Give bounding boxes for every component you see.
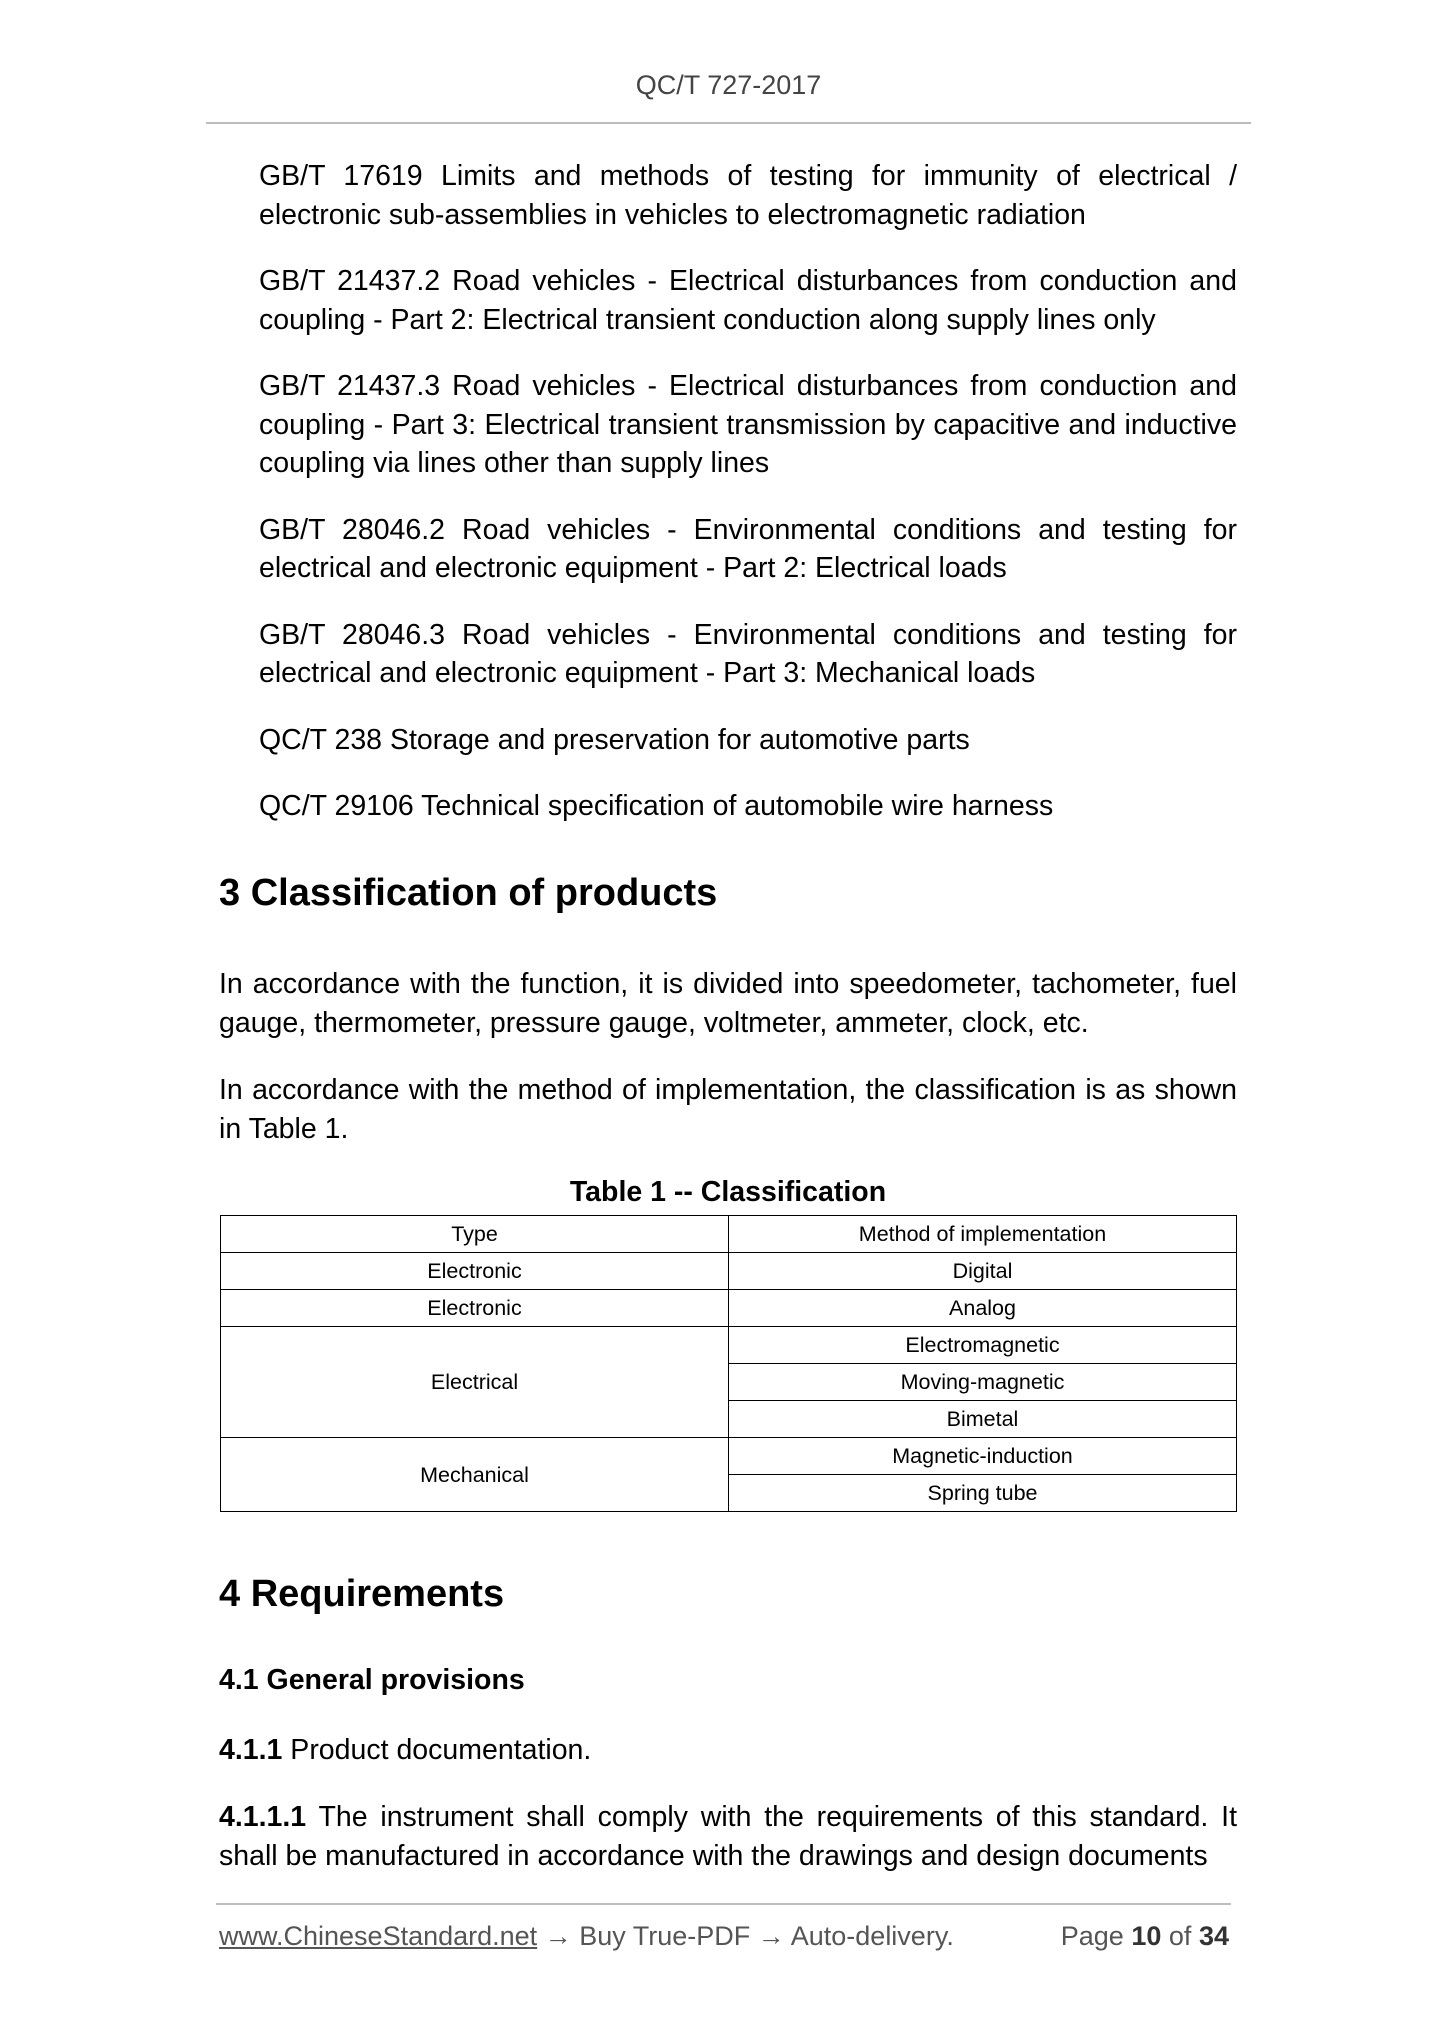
subsection-4-1-title: 4.1 General provisions (219, 1664, 525, 1696)
normative-references-list (259, 157, 1237, 854)
reference-item: GB/T 21437.2 Road vehicles - Electrical disturbances from conduction and coupling - Part 2: Electrical transient conduction along supply lines only (259, 265, 1237, 336)
table-row (221, 1438, 1237, 1475)
classification-table (220, 1215, 1237, 1512)
method-cell: Magnetic-induction (729, 1438, 1237, 1475)
reference-item: QC/T 29106 Technical specification of automobile wire harness (259, 790, 1054, 822)
footer-tagline: → Buy True-PDF → Auto-delivery. (537, 1921, 954, 1951)
method-cell: Moving-magnetic (729, 1364, 1237, 1401)
type-cell: Electrical (221, 1327, 729, 1438)
website-link[interactable]: www.ChineseStandard.net (219, 1921, 538, 1951)
clause-number: 4.1.1 (219, 1734, 283, 1766)
method-cell: Digital (729, 1253, 1237, 1290)
of-word: of (1168, 1921, 1192, 1951)
section-3-paragraph-2: In accordance with the method of implementation, the classification is as shown in Table 1. (219, 1074, 1237, 1145)
clause-4-1-1-1 (219, 1798, 1237, 1875)
method-cell: Bimetal (729, 1401, 1237, 1438)
clause-text: The instrument shall comply with the requirements of this standard. It shall be manufactured in accordance with the drawings and design documents (219, 1801, 1237, 1872)
section-3-paragraph-1: In accordance with the function, it is divided into speedometer, tachometer, fuel gauge, thermometer, pressure gauge, voltmeter, ammeter, clock, etc. (219, 968, 1237, 1039)
method-cell: Spring tube (729, 1475, 1237, 1512)
reference-item: GB/T 17619 Limits and methods of testing for immunity of electrical / electronic sub-assemblies in vehicles to electromagnetic radiation (259, 160, 1237, 231)
table-row (221, 1290, 1237, 1327)
current-page-number: 10 (1131, 1921, 1162, 1951)
type-cell: Electronic (221, 1253, 729, 1290)
reference-item: GB/T 28046.3 Road vehicles - Environmental conditions and testing for electrical and electronic equipment - Part 3: Mechanical loads (259, 618, 1237, 689)
type-cell: Electronic (221, 1290, 729, 1327)
table-header-cell: Method of implementation (729, 1216, 1237, 1253)
reference-item: GB/T 28046.2 Road vehicles - Environmental conditions and testing for electrical and electronic equipment - Part 2: Electrical loads (259, 513, 1237, 584)
clause-number: 4.1.1.1 (219, 1801, 307, 1833)
page-indicator (1061, 1921, 1229, 1952)
header-divider (206, 122, 1251, 124)
footer-divider (216, 1903, 1231, 1905)
reference-item: QC/T 238 Storage and preservation for automotive parts (259, 723, 970, 756)
table-header-row (221, 1216, 1237, 1253)
method-cell: Analog (729, 1290, 1237, 1327)
table-header-cell: Type (221, 1216, 729, 1253)
table-row (221, 1253, 1237, 1290)
table-row (221, 1327, 1237, 1364)
clause-4-1-1 (219, 1731, 1237, 1770)
type-cell: Mechanical (221, 1438, 729, 1512)
reference-item: GB/T 21437.3 Road vehicles - Electrical disturbances from conduction and coupling - Part 3: Electrical transient transmission by capacitive and inductive coupling via lines other than supply lines (259, 370, 1237, 479)
running-header: QC/T 727-2017 (635, 70, 822, 100)
section-3-title: 3 Classification of products (219, 872, 718, 914)
page-footer (219, 1921, 1229, 1952)
total-pages-number: 34 (1198, 1921, 1229, 1951)
page-word: Page (1060, 1921, 1124, 1951)
method-cell: Electromagnetic (729, 1327, 1237, 1364)
clause-text: Product documentation. (282, 1734, 592, 1766)
table-1-caption: Table 1 -- Classification (569, 1176, 887, 1208)
section-4-title: 4 Requirements (219, 1573, 505, 1615)
